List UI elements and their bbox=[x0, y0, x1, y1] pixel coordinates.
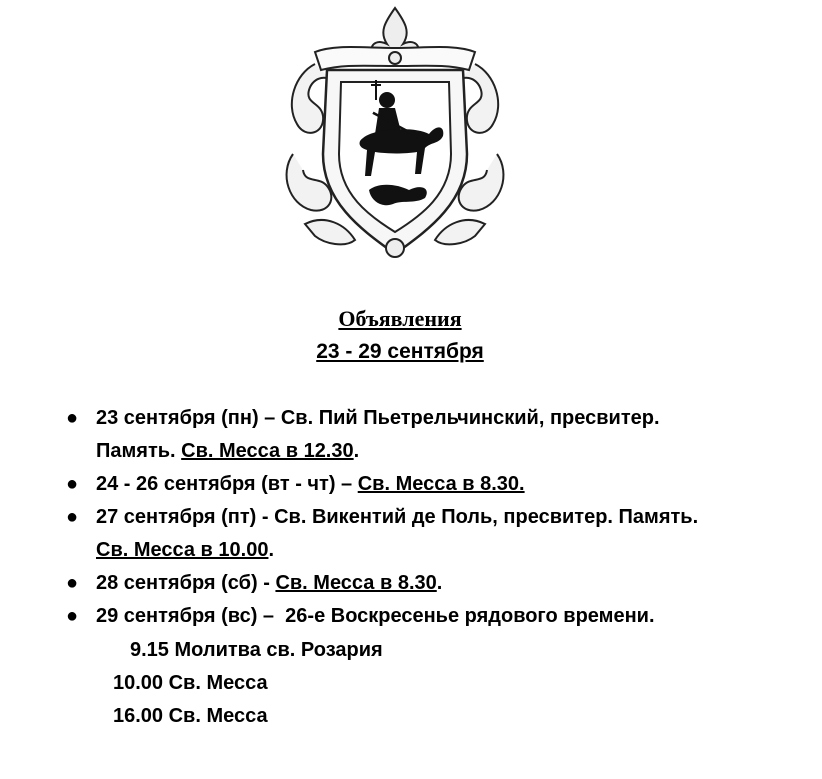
mass-time-link: Св. Месса в 10.00 bbox=[96, 539, 269, 561]
bullet-icon: ● bbox=[66, 506, 79, 528]
punctuation: . bbox=[353, 440, 360, 462]
coat-of-arms-emblem bbox=[275, 4, 515, 276]
list-item bbox=[66, 468, 806, 501]
bullet-icon: ● bbox=[66, 605, 79, 627]
date-range-heading: 23 - 29 сентября bbox=[316, 340, 484, 363]
punctuation: . bbox=[268, 539, 275, 561]
list-item bbox=[66, 600, 806, 633]
mass-time-link: Св. Месса в 12.30 bbox=[181, 440, 354, 462]
announcement-text: 23 сентября (пн) – Св. Пий Пьетрельчинский, пресвитер. bbox=[96, 407, 660, 429]
punctuation: . bbox=[436, 572, 443, 594]
schedule-mass-2: 16.00 Св. Месса bbox=[113, 705, 268, 727]
bullet-icon: ● bbox=[66, 407, 79, 429]
schedule-rosary: 9.15 Молитва св. Розария bbox=[130, 639, 383, 661]
announcement-text: 27 сентября (пт) - Св. Викентий де Поль, пресвитер. Память. bbox=[96, 506, 699, 528]
bullet-icon: ● bbox=[66, 473, 79, 495]
list-item bbox=[66, 501, 806, 567]
announcement-text: 28 сентября (сб) - bbox=[96, 572, 276, 594]
bullet-icon: ● bbox=[66, 572, 79, 594]
list-item bbox=[66, 402, 806, 468]
announcement-text: 29 сентября (вс) – 26-е Воскресенье рядового времени. bbox=[96, 605, 655, 627]
mass-time-link: Св. Месса в 8.30. bbox=[357, 473, 525, 495]
list-item bbox=[66, 567, 806, 600]
announcement-text: Память. bbox=[96, 440, 182, 462]
page-title: Объявления bbox=[338, 306, 462, 331]
announcement-text: 24 - 26 сентября (вт - чт) – bbox=[96, 473, 358, 495]
announcement-list bbox=[66, 402, 806, 633]
mass-time-link: Св. Месса в 8.30 bbox=[275, 572, 437, 594]
schedule-mass-1: 10.00 Св. Месса bbox=[113, 672, 268, 694]
